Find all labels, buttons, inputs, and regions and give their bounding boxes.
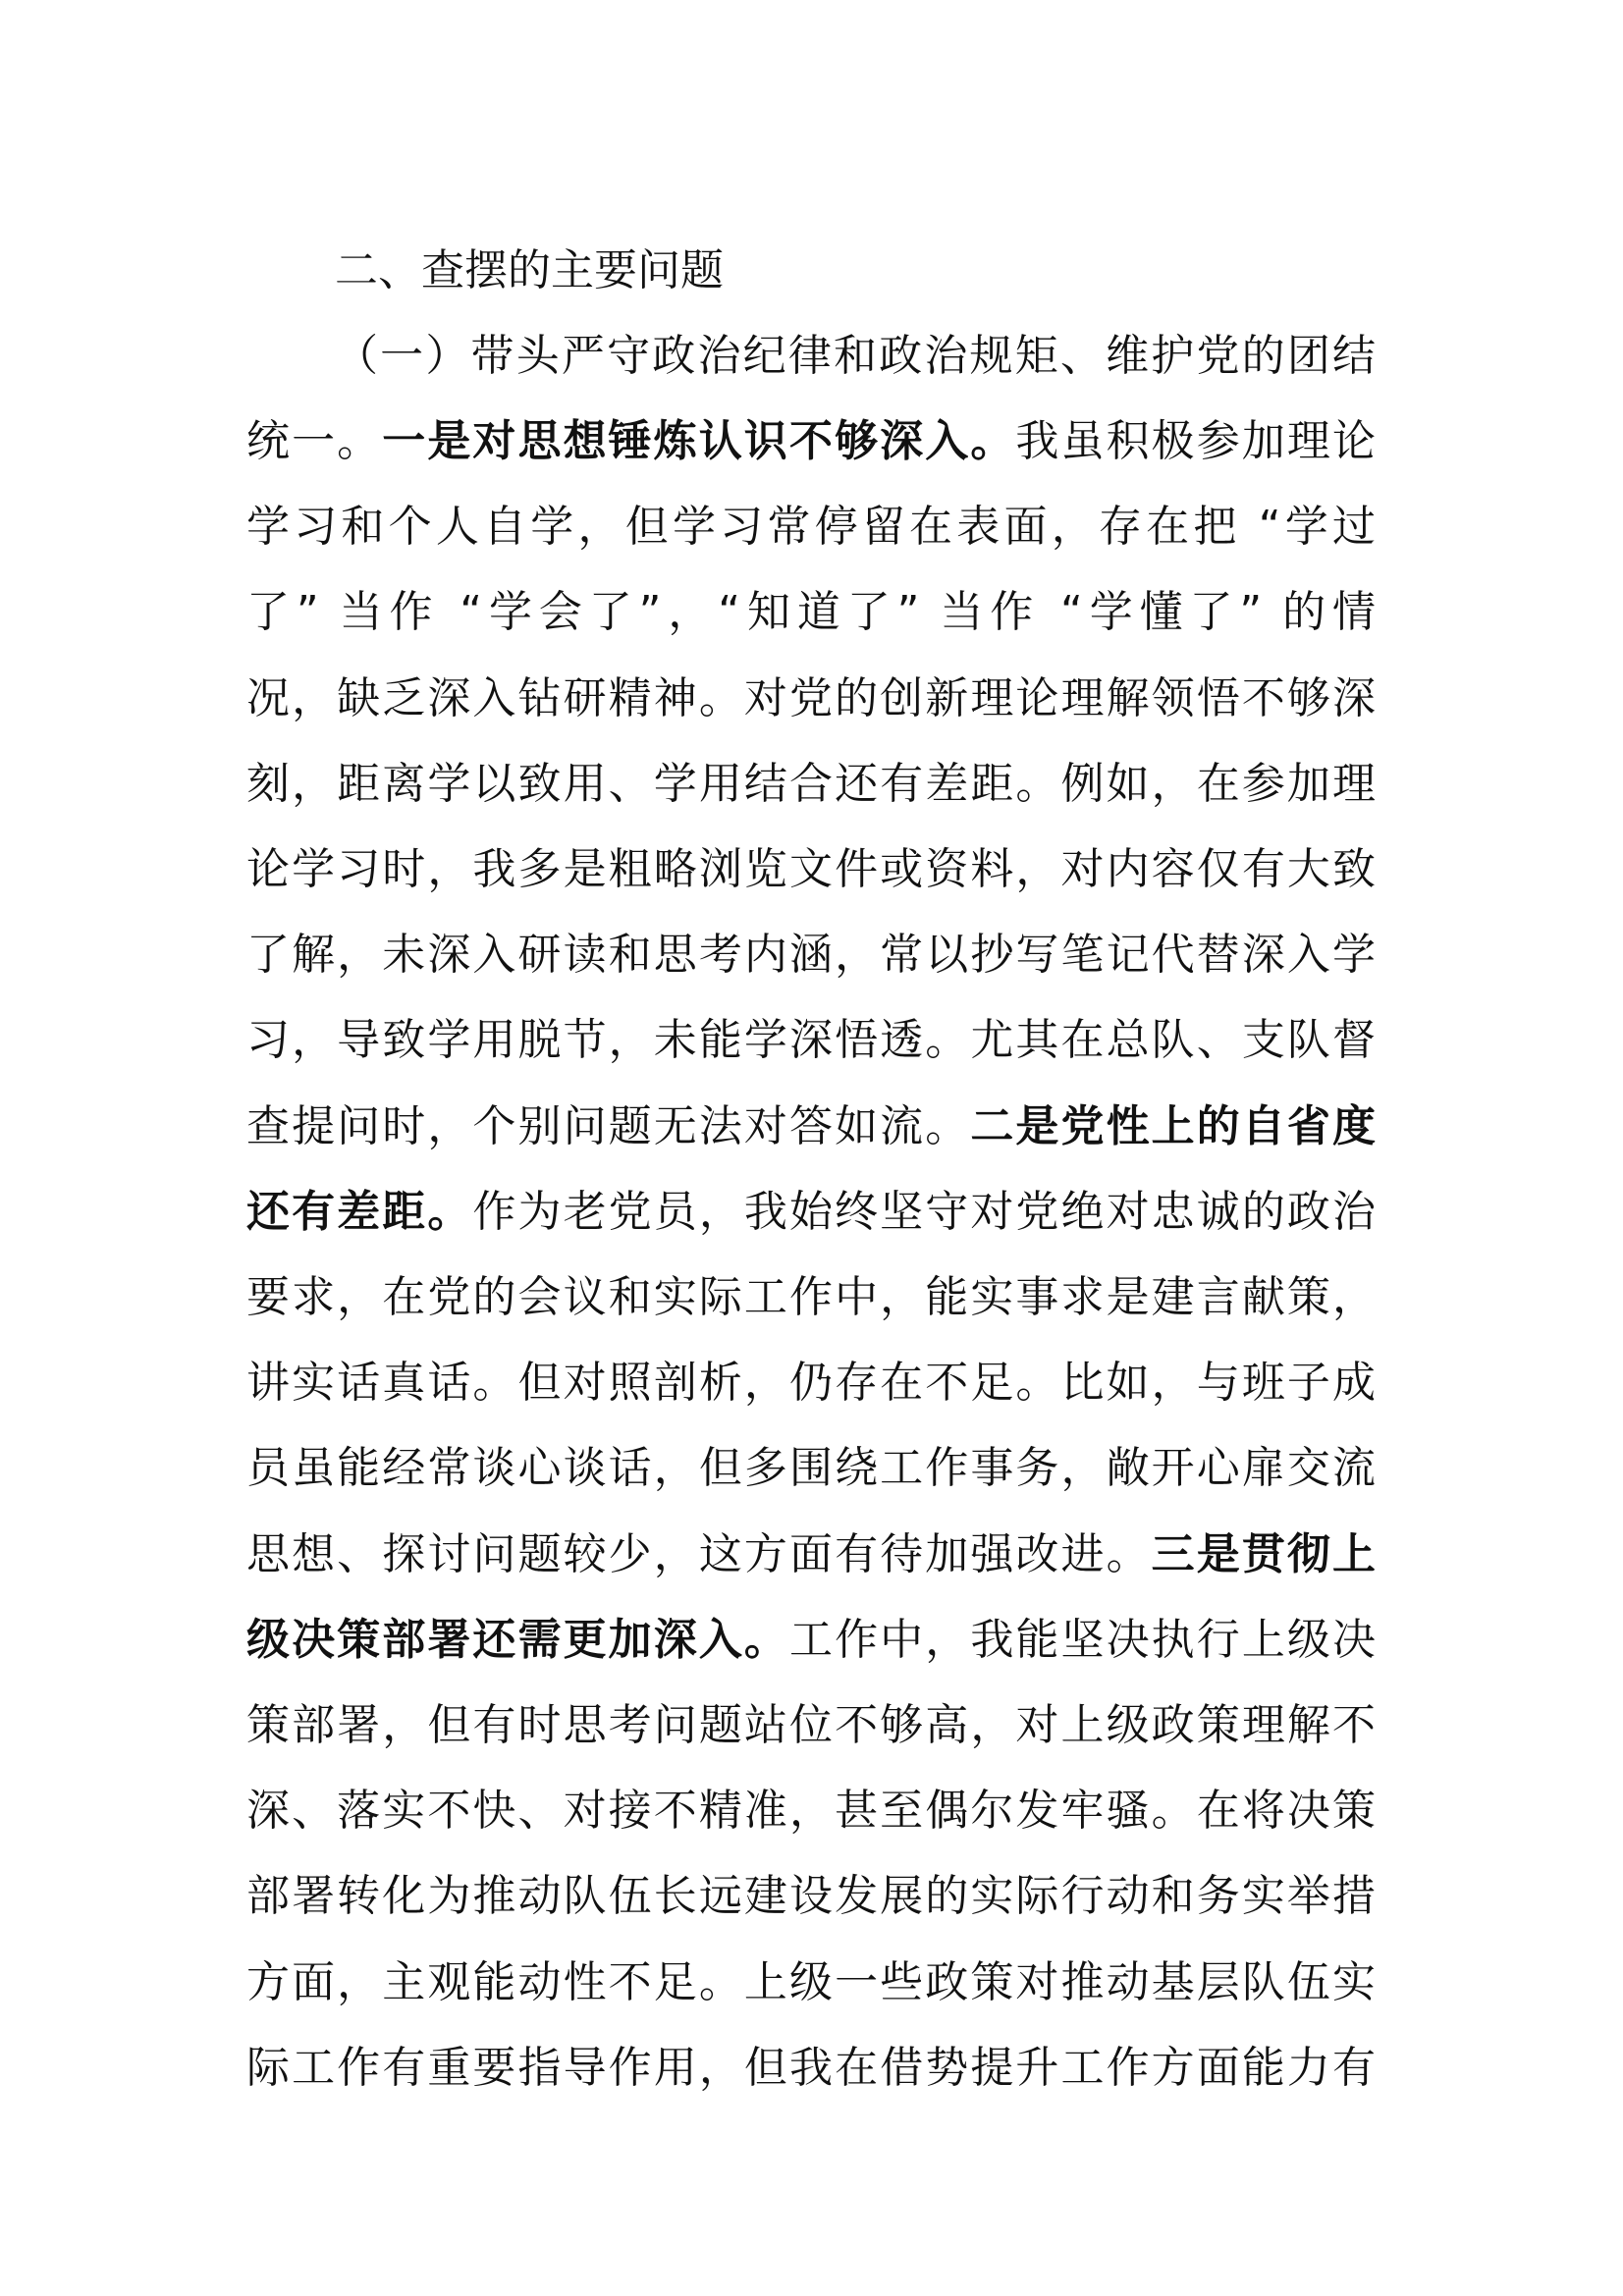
body-text-run: 了解，未深入研读和思考内涵，常以抄写笔记代替深入学	[246, 930, 1376, 981]
body-text-run: 论学习时，我多是粗略浏览文件或资料，对内容仅有大致	[246, 844, 1376, 894]
bold-text-run: 一是对思想锤炼认识不够深入。	[382, 416, 1016, 466]
body-text-run: 作为老党员，我始终坚守对党绝对忠诚的政治	[472, 1186, 1377, 1237]
body-line	[246, 1011, 1376, 1070]
body-text-run: 策部署，但有时思考问题站位不够高，对上级政策理解不	[246, 1700, 1376, 1750]
body-text-run: 统一。	[246, 416, 383, 466]
body-line	[246, 498, 1376, 557]
body-line	[246, 1611, 1376, 1670]
body-line	[246, 840, 1376, 899]
body-line	[246, 1268, 1376, 1327]
body-line	[246, 1525, 1376, 1584]
body-line	[246, 1439, 1376, 1498]
body-text-run: 工作中，我能坚决执行上级决	[789, 1614, 1376, 1665]
bold-text-run: 三是贯彻上	[1151, 1528, 1377, 1579]
body-line	[246, 1183, 1376, 1242]
body-text-run: 学习和个人自学，但学习常停留在表面，存在把 “学过	[246, 502, 1376, 553]
body-text-run: 了” 当作 “学会了”，“知道了” 当作 “学懂了” 的情	[246, 587, 1376, 638]
body-line	[246, 1354, 1376, 1413]
body-text-run: 际工作有重要指导作用，但我在借势提升工作方面能力有	[246, 2042, 1376, 2093]
body-text-run: 查提问时，个别问题无法对答如流。	[246, 1100, 971, 1151]
section-heading: 二、查摆的主要问题	[335, 245, 724, 295]
body-text-run: 刻，距离学以致用、学用结合还有差距。例如，在参加理	[246, 758, 1376, 809]
body-line	[246, 1782, 1376, 1841]
bold-text-run: 二是党性上的自省度	[970, 1100, 1377, 1151]
body-text-run: 况，缺乏深入钻研精神。对党的创新理论理解领悟不够深	[246, 672, 1376, 723]
body-line	[246, 412, 1376, 471]
body-text-run: 讲实话真话。但对照剖析，仍存在不足。比如，与班子成	[246, 1358, 1376, 1409]
body-line	[246, 755, 1376, 814]
body-line	[246, 1696, 1376, 1755]
body-line	[246, 1953, 1376, 2012]
bold-text-run: 还有差距。	[246, 1186, 473, 1237]
body-line	[246, 669, 1376, 728]
body-text-run: 深、落实不快、对接不精准，甚至偶尔发牢骚。在将决策	[246, 1786, 1376, 1837]
body-line	[246, 1867, 1376, 1926]
body-text-run: 要求，在党的会议和实际工作中，能实事求是建言献策，	[246, 1272, 1376, 1322]
body-text-run: 习，导致学用脱节，未能学深悟透。尤其在总队、支队督	[246, 1015, 1376, 1066]
body-text-run: 方面，主观能动性不足。上级一些政策对推动基层队伍实	[246, 1956, 1376, 2007]
body-text-run: 思想、探讨问题较少，这方面有待加强改进。	[246, 1528, 1152, 1579]
body-text-run: 员虽能经常谈心谈话，但多围绕工作事务，敞开心扉交流	[246, 1443, 1376, 1494]
subsection-heading: （一）带头严守政治纪律和政治规矩、维护党的团结	[335, 331, 1376, 381]
body-line	[246, 2039, 1376, 2098]
body-line	[246, 926, 1376, 985]
body-text-run: 部署转化为推动队伍长远建设发展的实际行动和务实举措	[246, 1871, 1376, 1922]
body-text-run: 我虽积极参加理论	[1015, 416, 1377, 466]
body-line	[246, 583, 1376, 642]
bold-text-run: 级决策部署还需更加深入。	[246, 1614, 789, 1665]
body-line	[246, 1097, 1376, 1156]
